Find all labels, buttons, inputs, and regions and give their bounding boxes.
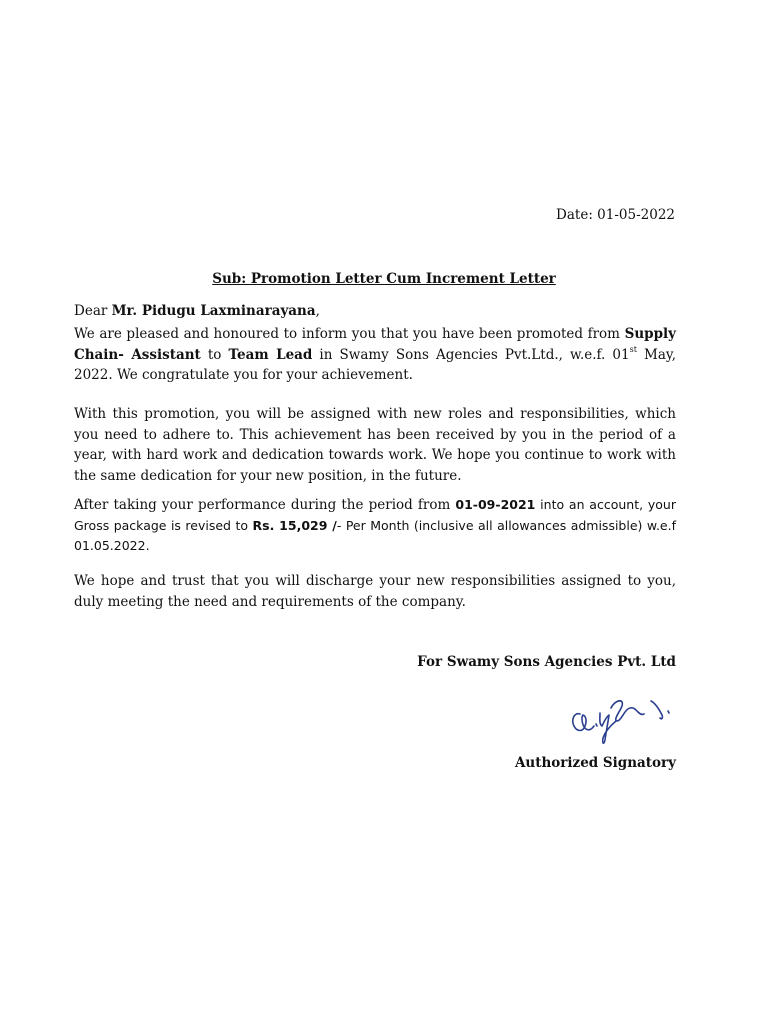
paragraph-text: into an account, your Gross package is revised to xyxy=(74,497,676,533)
letter-date: Date: 01-05-2022 xyxy=(556,207,675,223)
letter-subject: Sub: Promotion Letter Cum Increment Letter xyxy=(212,271,556,287)
handwritten-signature xyxy=(566,688,678,746)
salutation xyxy=(74,303,320,319)
paragraph-text: in Swamy Sons Agencies Pvt.Ltd., w.e.f. 01 xyxy=(312,346,630,363)
revised-amount: Rs. 15,029 / xyxy=(252,517,337,533)
paragraph-text: After taking your performance during the period from xyxy=(74,497,456,513)
paragraph-text: May, 2022. We congratulate you for your achievement. xyxy=(74,346,676,383)
promotion-paragraph xyxy=(74,324,676,386)
responsibilities-paragraph: With this promotion, you will be assigned with new roles and responsibilities, which you need to adhere to. This achievement has been received by you in the period of a year, with hard work and dedication towards work. We hope you continue to work with the same dedication for your new position, in the future. xyxy=(74,406,676,484)
paragraph-text: to xyxy=(200,346,229,363)
closing-paragraph: We hope and trust that you will discharge your new responsibilities assigned to you, duly meeting the need and requirements of the company. xyxy=(74,573,676,610)
closing-company: For Swamy Sons Agencies Pvt. Ltd xyxy=(417,654,676,670)
increment-paragraph xyxy=(74,495,676,557)
salutation-suffix: , xyxy=(315,303,320,319)
signatory-title: Authorized Signatory xyxy=(514,755,676,771)
period-start-date: 01-09-2021 xyxy=(455,497,536,512)
paragraph-text: We are pleased and honoured to inform you that you have been promoted from xyxy=(74,326,625,342)
recipient-name: Mr. Pidugu Laxminarayana xyxy=(111,303,316,319)
paragraph-text: - Per Month (inclusive all allowances admissible) w.e.f 01.05.2022. xyxy=(74,517,676,553)
salutation-prefix: Dear xyxy=(74,303,112,319)
new-role: Team Lead xyxy=(228,346,313,363)
ordinal-suffix: st xyxy=(629,345,637,354)
previous-role: Supply Chain- Assistant xyxy=(74,326,676,363)
